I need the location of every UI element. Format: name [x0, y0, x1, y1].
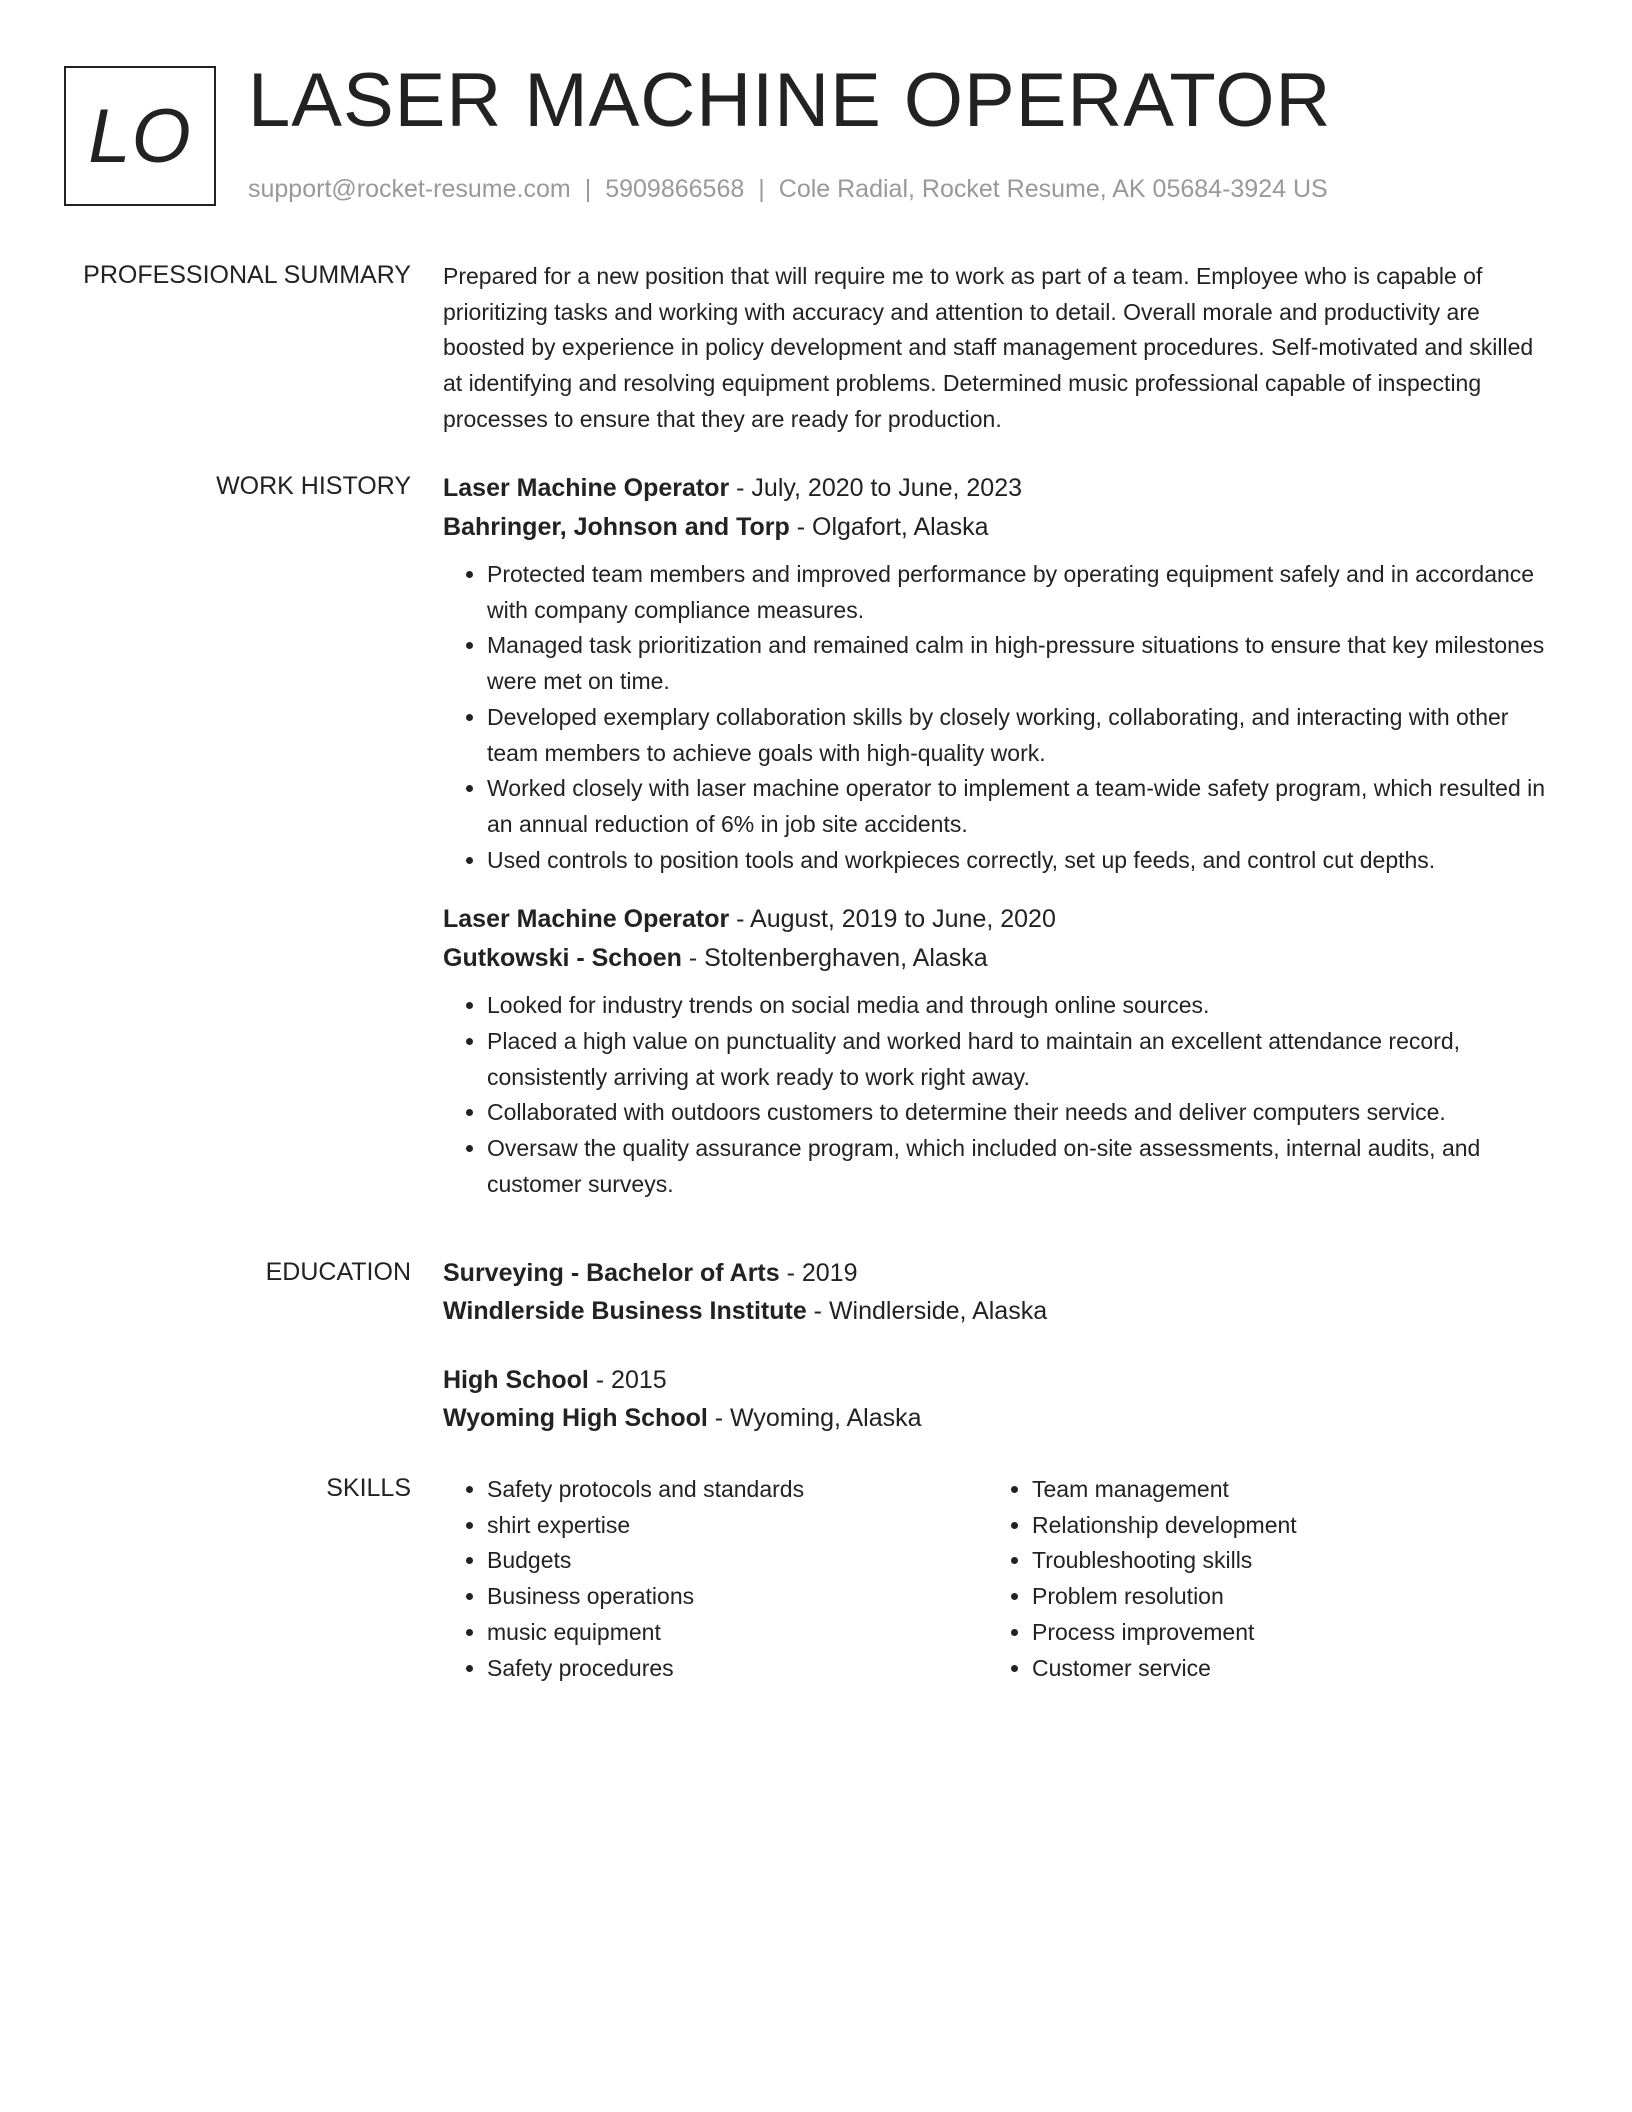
skill-item: • Troubleshooting skills — [1032, 1543, 1533, 1579]
education-degree-line — [443, 1362, 1553, 1400]
section-label-skills: SKILLS — [326, 1474, 411, 1502]
contact-separator: | — [758, 175, 765, 203]
education-school-line — [443, 1293, 1553, 1331]
contact-separator: | — [584, 175, 592, 203]
job-entry — [443, 900, 1553, 1202]
education-entry — [443, 1362, 1553, 1437]
education-school: Wyoming High School — [443, 1403, 708, 1432]
job-bullet-list — [443, 988, 1553, 1202]
section-label-education: EDUCATION — [265, 1258, 411, 1286]
skill-item: • Business operations — [487, 1579, 988, 1615]
education-school-line — [443, 1400, 1553, 1438]
skill-item: • Safety procedures — [487, 1651, 988, 1687]
job-title-line — [443, 469, 1553, 508]
job-title-line — [443, 900, 1553, 939]
job-bullet: • Used controls to position tools and workpieces correctly, set up feeds, and control cut depths. — [487, 843, 1553, 879]
education-degree: High School — [443, 1366, 589, 1394]
skill-item: • Problem resolution — [1032, 1579, 1533, 1615]
job-bullet: • Protected team members and improved performance by operating equipment safely and in accordance with company compliance measures. — [487, 557, 1553, 628]
job-bullet: • Oversaw the quality assurance program, which included on-site assessments, internal audits, and customer surveys. — [487, 1131, 1553, 1202]
contact-address: Cole Radial, Rocket Resume, AK 05684-3924 US — [778, 175, 1328, 203]
work-history-body — [443, 469, 1553, 1225]
skills-body — [443, 1472, 1553, 1686]
skill-item: • Customer service — [1032, 1651, 1533, 1687]
contact-line — [248, 174, 1328, 204]
job-title: Laser Machine Operator — [443, 474, 730, 502]
job-location: - Stoltenberghaven, Alaska — [681, 944, 988, 973]
education-degree: Surveying - Bachelor of Arts — [443, 1259, 780, 1287]
education-body — [443, 1255, 1553, 1469]
job-bullet: • Managed task prioritization and remained calm in high-pressure situations to ensure that key milestones were met on time. — [487, 628, 1553, 699]
summary-text: Prepared for a new position that will require me to work as part of a team. Employee who is capable of prioritizing tasks and working with accuracy and attention to detail. Overall morale and productivity are boosted by experience in policy development and staff management procedures. Self-motivated and skilled at identifying and resolving equipment problems. Determined music professional capable of inspecting processes to ensure that they are ready for production. — [443, 263, 1534, 432]
skill-item: • Safety protocols and standards — [487, 1472, 988, 1508]
education-degree-line — [443, 1255, 1553, 1293]
monogram-box — [64, 66, 216, 206]
job-company-line — [443, 508, 1553, 547]
skills-column-right — [988, 1472, 1533, 1686]
job-bullet: • Collaborated with outdoors customers to determine their needs and deliver computers service. — [487, 1095, 1553, 1131]
education-location: - Wyoming, Alaska — [707, 1403, 922, 1432]
education-entry — [443, 1255, 1553, 1330]
skills-columns — [443, 1472, 1553, 1686]
skill-item: • Relationship development — [1032, 1508, 1533, 1544]
skills-list-right — [988, 1472, 1533, 1686]
contact-email: support@rocket-resume.com — [248, 175, 571, 203]
job-bullet: • Placed a high value on punctuality and worked hard to maintain an excellent attendance record, consistently arriving at work ready to work right away. — [487, 1024, 1553, 1095]
skill-item: • shirt expertise — [487, 1508, 988, 1544]
education-year: - 2015 — [588, 1366, 667, 1394]
section-label-work-history: WORK HISTORY — [216, 472, 411, 500]
job-bullet: • Worked closely with laser machine operator to implement a team-wide safety program, which resulted in an annual reduction of 6% in job site accidents. — [487, 771, 1553, 842]
job-dates: - August, 2019 to June, 2020 — [729, 905, 1056, 934]
resume-title: LASER MACHINE OPERATOR — [248, 58, 1332, 143]
education-year: - 2019 — [779, 1259, 858, 1287]
skill-item: • Budgets — [487, 1543, 988, 1579]
job-dates: - July, 2020 to June, 2023 — [729, 474, 1023, 502]
job-location: - Olgafort, Alaska — [789, 513, 989, 541]
contact-phone: 5909866568 — [605, 175, 745, 203]
monogram-text: LO — [88, 93, 192, 179]
job-company: Bahringer, Johnson and Torp — [443, 513, 790, 541]
job-company: Gutkowski - Schoen — [443, 944, 682, 973]
section-label-summary: PROFESSIONAL SUMMARY — [83, 261, 411, 289]
skill-item: • music equipment — [487, 1615, 988, 1651]
summary-body — [443, 259, 1553, 438]
education-location: - Windlerside, Alaska — [806, 1296, 1048, 1325]
job-bullet: • Looked for industry trends on social media and through online sources. — [487, 988, 1553, 1024]
skill-item: • Team management — [1032, 1472, 1533, 1508]
skills-column-left — [443, 1472, 988, 1686]
skill-item: • Process improvement — [1032, 1615, 1533, 1651]
job-bullet-list — [443, 557, 1553, 878]
job-company-line — [443, 939, 1553, 978]
job-entry — [443, 469, 1553, 878]
skills-list-left — [443, 1472, 988, 1686]
job-title: Laser Machine Operator — [443, 905, 730, 934]
education-school: Windlerside Business Institute — [443, 1296, 807, 1325]
job-bullet: • Developed exemplary collaboration skills by closely working, collaborating, and interacting with other team members to achieve goals with high-quality work. — [487, 700, 1553, 771]
